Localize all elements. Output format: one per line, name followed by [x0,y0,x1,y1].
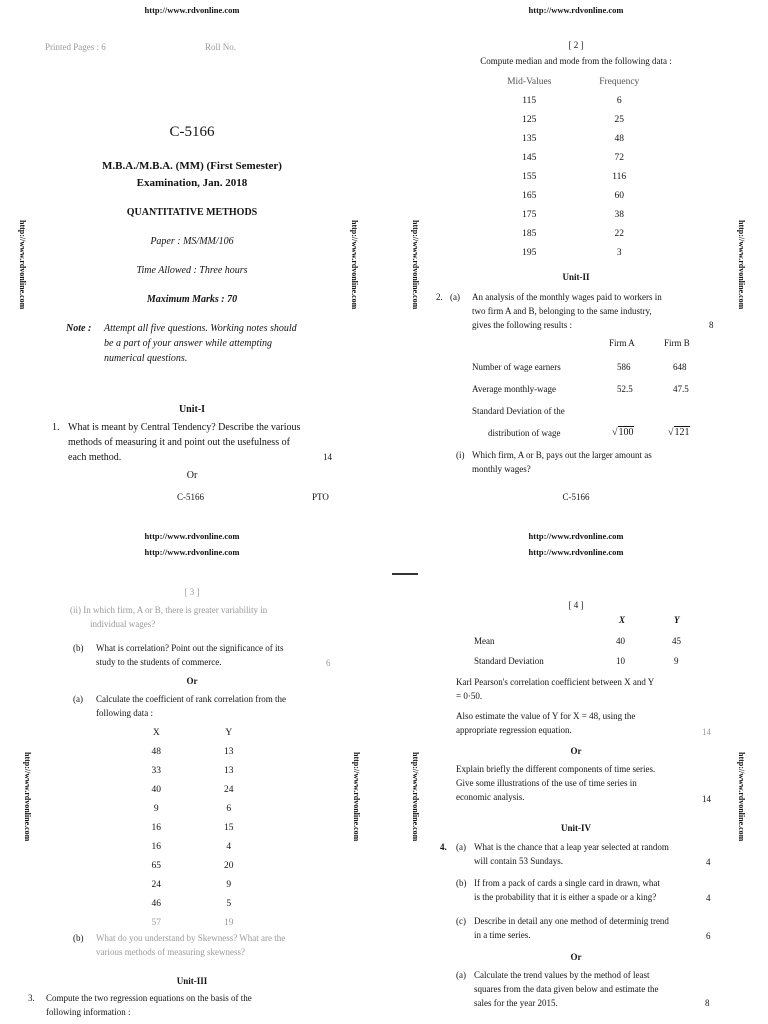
sd-firm-b: √121 [668,427,690,438]
table-cell: 46 [151,898,161,909]
exam-page-4 [384,512,768,1024]
question-3-text [46,991,346,1019]
question-line: Give some illustrations of the use of time series in [456,778,637,788]
roll-no: Roll No. [205,42,237,52]
question-line: (ii) In which firm, A or B, there is greater variability in [70,605,268,615]
question-line: monthly wages? [472,464,531,474]
table-cell: 25 [614,114,624,125]
question-2-ii-text [70,603,350,631]
row-value: 52.5 [617,384,633,394]
table-row [482,224,662,243]
question-4b-text [474,876,724,904]
site-url-side[interactable]: http://www.rdvonline.com [737,752,746,842]
question-part-label: (a) [450,292,460,302]
subquestion-label: (i) [456,450,465,460]
question-line: following information : [46,1007,131,1017]
table-cell: 24 [224,784,234,795]
or-separator: Or [570,746,582,756]
table-cell: 135 [522,133,537,144]
question-number: 1. [52,422,60,433]
table-row [120,894,265,913]
table-cell: 48 [614,133,624,144]
row-label: Mean [474,636,495,646]
row-value: 586 [617,362,631,372]
site-url-header[interactable]: http://www.rdvonline.com [528,547,624,557]
site-url-side[interactable]: http://www.rdvonline.com [18,220,27,310]
question-marks: 14 [702,794,711,804]
question-line: will contain 53 Sundays. [474,856,563,866]
sd-firm-a: √100 [612,427,634,438]
table-cell: 38 [614,209,624,220]
table-cell: 116 [612,171,627,182]
or-separator: Or [570,952,582,962]
divider [392,573,418,575]
table-cell: 9 [226,879,232,890]
row-label: distribution of wage [488,428,561,438]
question-line: If from a pack of cards a single card in drawn, what [474,878,660,888]
table-cell: 175 [522,209,537,220]
sd-value: 121 [674,427,690,438]
page-number: [ 3 ] [184,587,200,597]
note-line: numerical questions. [104,353,188,364]
note-line: be a part of your answer while attempting [104,338,273,349]
note-label: Note : [66,323,92,334]
question-2b-text [96,641,346,669]
question-line: Karl Pearson's correlation coefficient between X and Y [456,677,655,687]
row-value: 40 [616,636,625,646]
table-row [120,761,265,780]
table-header: Y [225,727,233,738]
table-row [482,110,662,129]
question-part-label: (b) [456,878,467,888]
question-line: What is the chance that a leap year selected at random [474,842,669,852]
table-row [482,167,662,186]
site-url-header[interactable]: http://www.rdvonline.com [144,547,240,557]
time-allowed: Time Allowed : Three hours [136,265,248,276]
sd-value: 100 [618,427,634,438]
question-1-text [68,420,348,465]
row-label: Standard Deviation [474,656,544,666]
table-row [120,913,265,932]
table-cell: 40 [151,784,161,795]
table-cell: 24 [151,879,161,890]
site-url-header[interactable]: http://www.rdvonline.com [144,5,240,15]
printed-pages: Printed Pages : 6 [45,42,106,52]
question-line: is the probability that it is either a spade or a king? [474,892,657,902]
table-cell: 48 [151,746,161,757]
table-row [120,742,265,761]
question-marks: 8 [705,998,710,1008]
note-line: Attempt all five questions. Working notes should [104,323,297,334]
table-row [120,799,265,818]
column-header-y: Y [674,615,680,625]
table-cell: 6 [226,803,232,814]
or-separator: Or [186,470,198,481]
question-line: individual wages? [90,619,156,629]
row-label: Standard Deviation of the [472,406,565,416]
table-row [482,148,662,167]
question-line: Explain briefly the different components of time series. [456,764,656,774]
question-line: sales for the year 2015. [474,998,558,1008]
question-line: study to the students of commerce. [96,657,222,667]
question-line: = 0·50. [456,691,483,701]
question-line: two firm A and B, belonging to the same industry, [472,306,652,316]
table-cell: 9 [153,803,159,814]
unit-heading: Unit-I [178,404,206,415]
maximum-marks: Maximum Marks : 70 [146,294,238,305]
question-marks: 14 [702,727,711,737]
table-cell: 6 [616,95,622,106]
site-url-side[interactable]: http://www.rdvonline.com [352,752,361,842]
table-cell: 57 [151,917,161,928]
site-url-side[interactable]: http://www.rdvonline.com [411,752,420,842]
table-cell: 185 [522,228,537,239]
table-row [120,856,265,875]
question-marks: 6 [326,658,331,668]
question-part-label: (b) [73,643,84,653]
table-cell: 16 [151,841,161,852]
row-value: 648 [673,362,687,372]
site-url-header[interactable]: http://www.rdvonline.com [144,531,240,541]
page-number: [ 2 ] [568,40,584,50]
question-line: various methods of measuring skewness? [96,947,245,957]
question-2b-alt-text [96,931,346,959]
subject-title: QUANTITATIVE METHODS [126,207,258,218]
question-4a-text [474,840,724,868]
question-line: Calculate the trend values by the method of least [474,970,650,980]
exam-code: C-5166 [169,124,215,140]
table-cell: 33 [151,765,161,776]
table-row [482,205,662,224]
karl-pearson-text [456,675,746,703]
site-url-side[interactable]: http://www.rdvonline.com [350,220,359,310]
question-line: Also estimate the value of Y for X = 48, using the [456,711,636,721]
question-marks: 14 [323,452,332,462]
course-title: M.B.A./M.B.A. (MM) (First Semester) [102,160,282,172]
site-url-side[interactable]: http://www.rdvonline.com [411,220,420,310]
row-value: 10 [616,656,625,666]
table-row [482,129,662,148]
table-row [120,875,265,894]
question-part-label: (a) [73,694,83,704]
table-cell: 65 [151,860,161,871]
footer-code: C-5166 [562,492,590,502]
question-line: squares from the data given below and estimate the [474,984,659,994]
exam-page-1 [0,0,384,512]
table-cell: 13 [224,746,234,757]
site-url-header[interactable]: http://www.rdvonline.com [528,531,624,541]
table-row [482,91,662,110]
question-2a-alt-text [96,692,346,720]
table-cell: 115 [522,95,537,106]
subquestion-text [472,448,732,476]
question-line: following data : [96,708,153,718]
table-cell: 165 [522,190,537,201]
exam-page-2 [384,0,768,512]
firm-b-header: Firm B [664,338,690,348]
question-line: each method. [68,452,122,463]
row-value: 9 [674,656,679,666]
question-line: appropriate regression equation. [456,725,572,735]
question-marks: 6 [706,931,711,941]
question-line: Which firm, A or B, pays out the larger amount as [472,450,652,460]
unit-heading: Unit-III [176,976,208,986]
footer-code: C-5166 [177,492,204,502]
question-4a-alt-text [474,968,724,1010]
table-cell: 60 [614,190,624,201]
note-text [104,321,344,366]
table-cell: 195 [522,247,537,258]
paper-code: Paper : MS/MM/106 [150,236,234,247]
question-part-label: (c) [456,916,466,926]
question-line: economic analysis. [456,792,525,802]
table-header: Frequency [599,76,640,87]
rank-correlation-table [120,723,265,932]
table-cell: 5 [226,898,232,909]
unit-heading: Unit-II [562,272,590,282]
question-line: What is meant by Central Tendency? Describe the various [68,422,301,433]
pto-mark: PTO [312,492,329,502]
question-line: Compute the two regression equations on the basis of the [46,993,252,1003]
frequency-table [482,72,662,262]
question-line: in a time series. [474,930,531,940]
table-cell: 145 [522,152,537,163]
exam-session: Examination, Jan. 2018 [136,177,248,189]
question-part-label: (a) [456,842,466,852]
table-cell: 4 [226,841,232,852]
question-number: 3. [28,993,35,1003]
question-line: Describe in detail any one method of determinig trend [474,916,669,926]
table-row [482,186,662,205]
question-line: gives the following results : [472,320,572,330]
table-cell: 13 [224,765,234,776]
table-row [120,818,265,837]
question-line: What is correlation? Point out the significance of its [96,643,284,653]
table-cell: 3 [616,247,622,258]
question-marks: 8 [709,320,714,330]
table-header: X [152,727,160,738]
page-number: [ 4 ] [568,600,584,610]
table-cell: 16 [151,822,161,833]
table-row [482,243,662,262]
question-line: What do you understand by Skewness? What are the [96,933,286,943]
row-value: 47.5 [673,384,689,394]
question-marks: 4 [706,857,711,867]
question-line: methods of measuring it and point out the usefulness of [68,437,290,448]
column-header-x: X [619,615,626,625]
exam-page-3 [0,512,384,1024]
question-marks: 4 [706,893,711,903]
table-cell: 22 [614,228,624,239]
question-intro: Compute median and mode from the following data : [480,56,672,66]
table-cell: 20 [224,860,234,871]
question-4c-text [474,914,724,942]
row-label: Average monthly-wage [472,384,557,394]
row-label: Number of wage earners [472,362,561,372]
site-url-side[interactable]: http://www.rdvonline.com [23,752,32,842]
table-row [120,780,265,799]
or-separator: Or [186,676,198,686]
unit-heading: Unit-IV [560,823,591,833]
table-cell: 72 [614,152,624,163]
question-part-label: (b) [73,933,84,943]
table-cell: 125 [522,114,537,125]
firm-a-header: Firm A [609,338,635,348]
site-url-header[interactable]: http://www.rdvonline.com [528,5,624,15]
table-cell: 15 [224,822,234,833]
row-value: 45 [672,636,681,646]
question-part-label: (a) [456,970,466,980]
question-line: Calculate the coefficient of rank correlation from the [96,694,286,704]
site-url-side[interactable]: http://www.rdvonline.com [737,220,746,310]
table-cell: 155 [522,171,537,182]
table-cell: 19 [224,917,234,928]
question-number: 4. [440,842,447,852]
table-header: Mid-Values [507,76,552,87]
question-number: 2. [436,292,443,302]
table-row [120,837,265,856]
question-2a-text [472,290,732,332]
question-line: An analysis of the monthly wages paid to workers in [472,292,662,302]
